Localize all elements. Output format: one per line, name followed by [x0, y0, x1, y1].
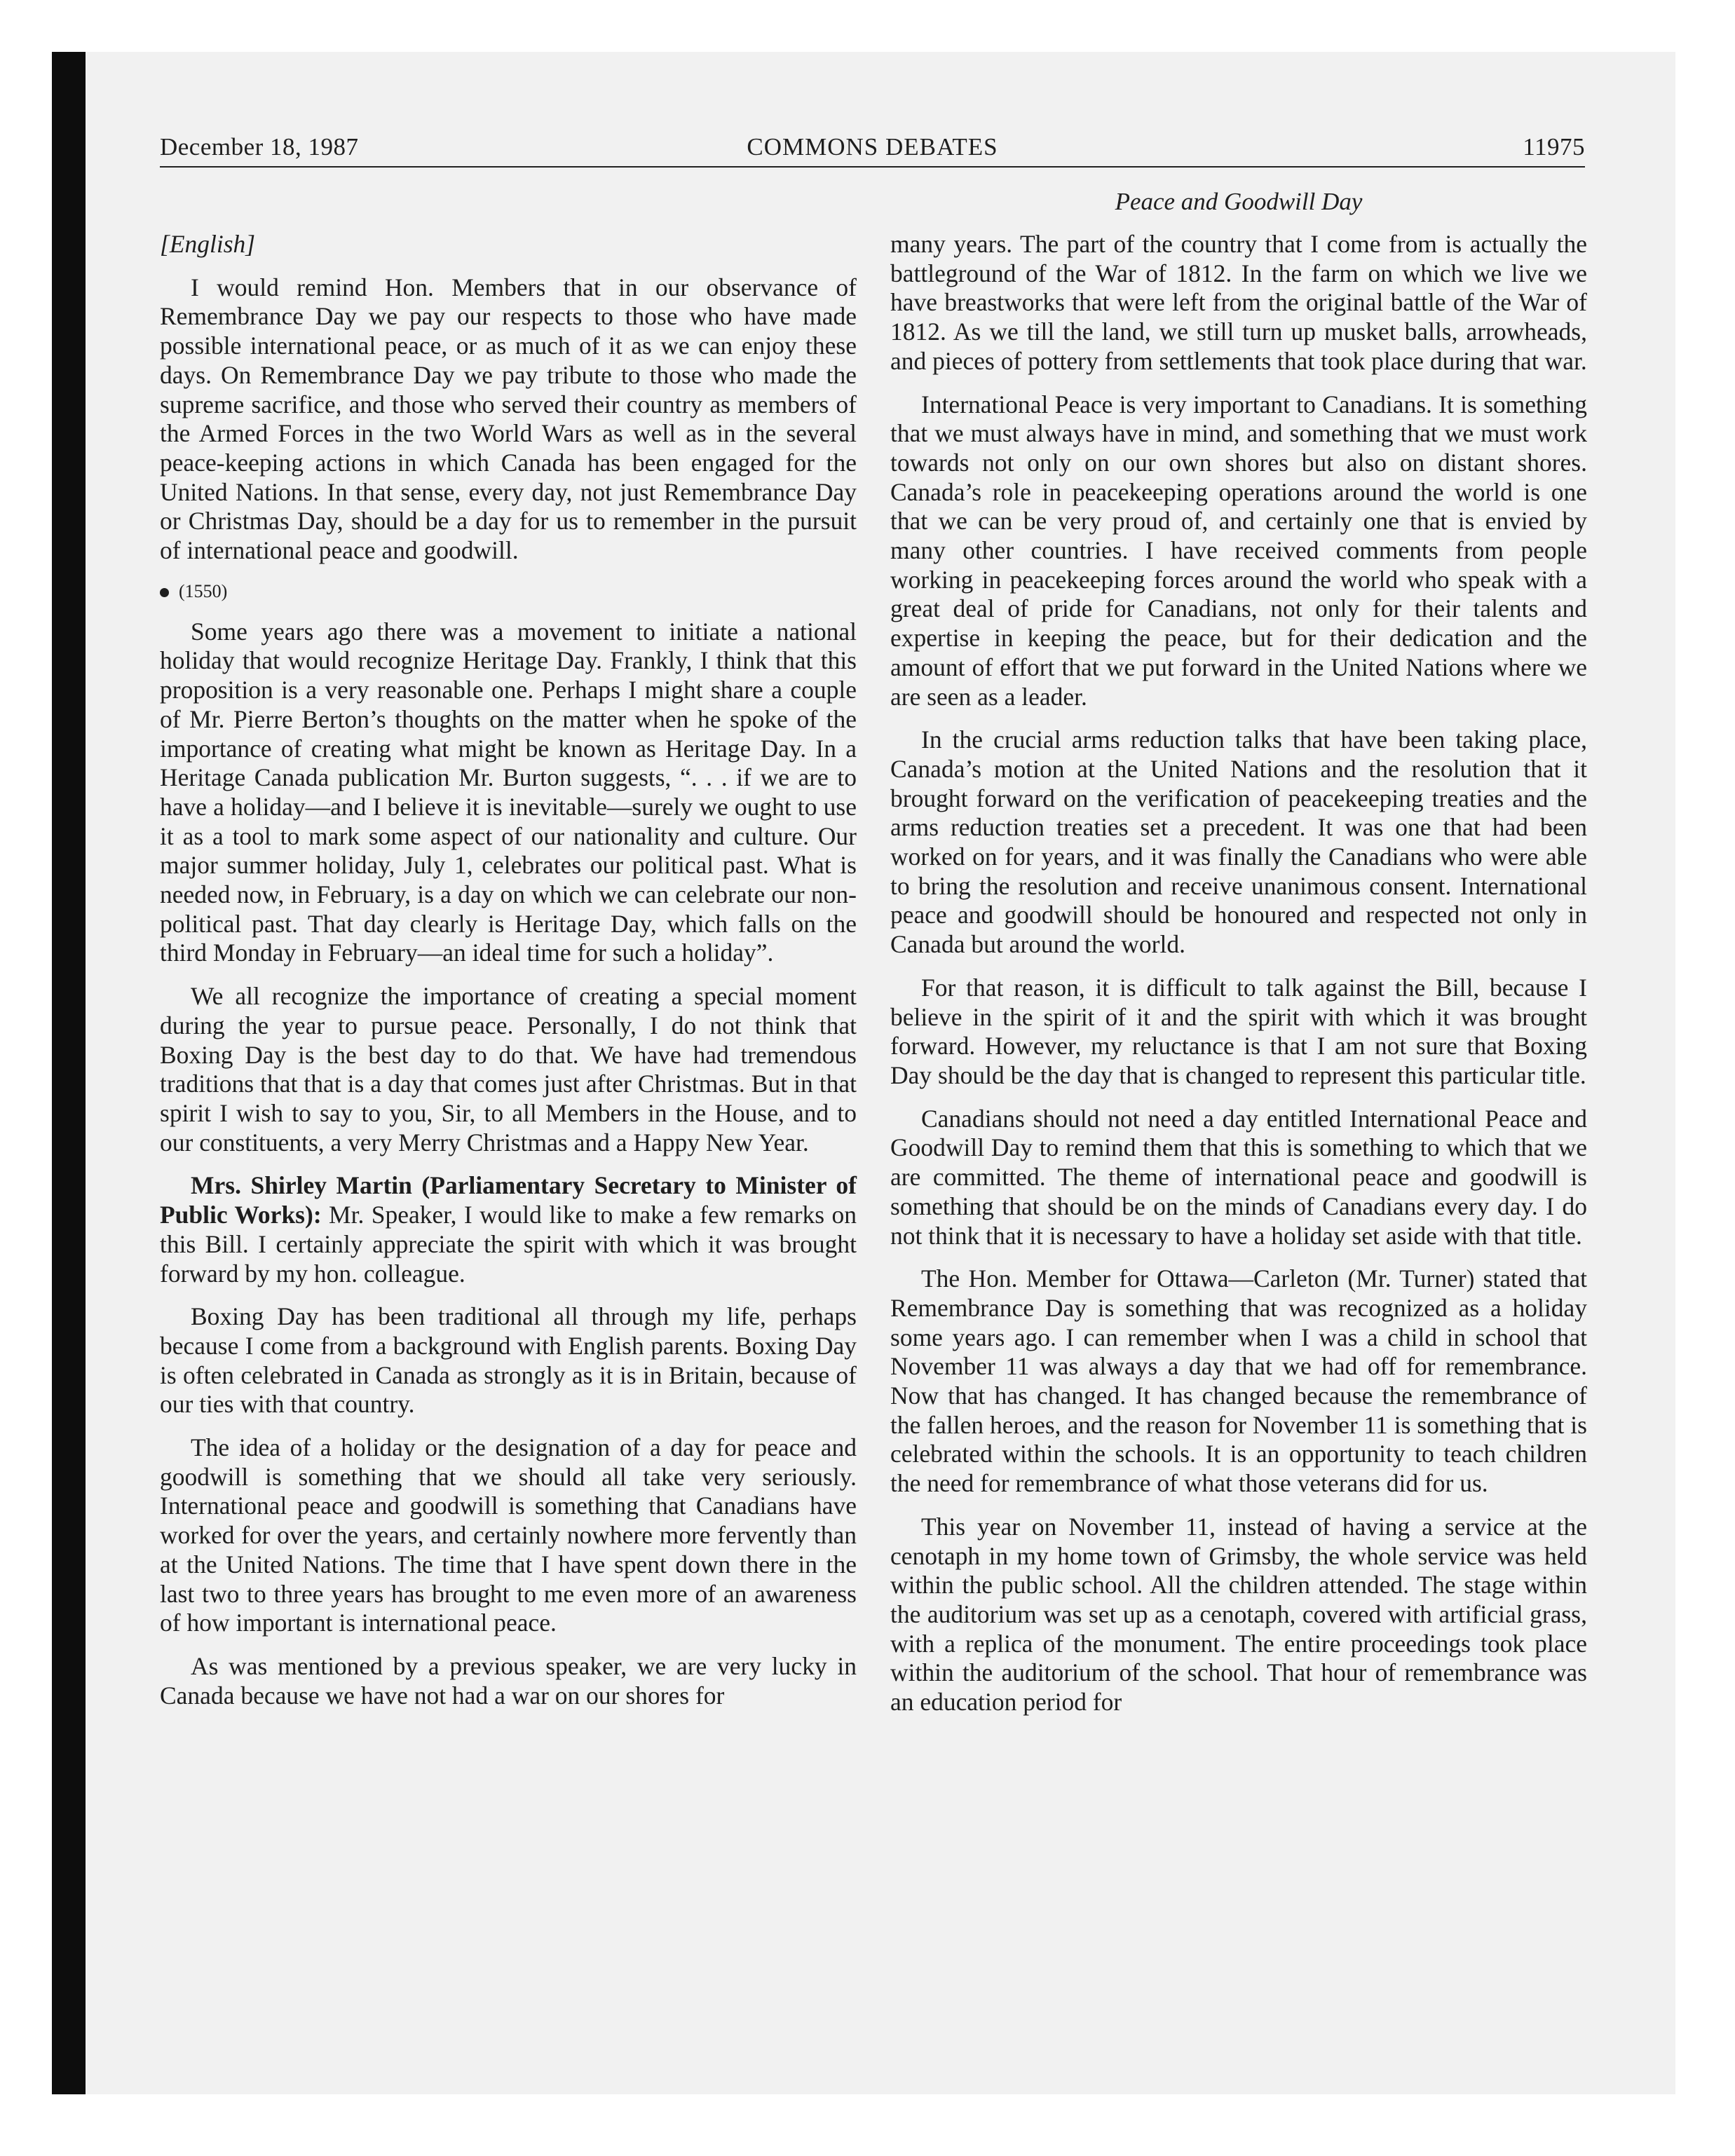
header-date: December 18, 1987 [160, 133, 359, 161]
paragraph: Boxing Day has been traditional all through my life, perhaps because I come from a background with English parents. Boxing Day is often celebrated in Canada as strongly as it is in Britain, because of our ties with that country. [160, 1302, 857, 1419]
paragraph: I would remind Hon. Members that in our observance of Remembrance Day we pay our respects to those who have made possible international peace, or as much of it as we can enjoy these days. On Remembrance Day we pay tribute to those who made the supreme sacrifice, and those who served their country as members of the Armed Forces in the two World Wars as well as in the several peace-keeping actions in which Canada has been engaged for the United Nations. In that sense, every day, not just Remembrance Day or Christmas Day, should be a day for us to remember in the pursuit of international peace and goodwill. [160, 273, 857, 565]
time-marker [160, 580, 857, 603]
header-rule [160, 166, 1585, 168]
time-marker-text: (1550) [179, 580, 228, 601]
language-marker: [English] [160, 230, 256, 258]
running-head: Peace and Goodwill Day [1115, 188, 1363, 215]
paragraph: We all recognize the importance of creating a special moment during the year to pursue peace. Personally, I do not think that Boxing Day is the best day to do that. We have had tremendous traditions that that is a day that comes just after Christmas. But in that spirit I wish to say to you, Sir, to all Members in the House, and to our constituents, a very Merry Christmas and a Happy New Year. [160, 982, 857, 1157]
paragraph: In the crucial arms reduction talks that have been taking place, Canada’s motion at the United Nations and the resolution that it brought forward on the verification of peacekeeping treaties and the arms reduction treaties set a precedent. It was one that had been worked on for years, and it was finally the Canadians who were able to bring the resolution and receive unanimous consent. International peace and goodwill should be honoured and respected not only in Canada but around the world. [890, 725, 1587, 959]
right-column [890, 230, 1587, 1731]
paragraph: The idea of a holiday or the designation of a day for peace and goodwill is something that we should all take very seriously. International peace and goodwill is something that Canadians have worked for over the years, and certainly nowhere more fervently than at the United Nations. The time that I have spent down there in the last two to three years has brought to me even more of an awareness of how important is international peace. [160, 1433, 857, 1637]
speaker-name: Mrs. Shirley Martin (Parliamentary Secretary to Minister of Public Works): [160, 1171, 857, 1229]
paragraph: Canadians should not need a day entitled International Peace and Goodwill Day to remind them that this is something to which that we are committed. The theme of international peace and goodwill is something that should be on the minds of Canadians every day. I do not think that it is necessary to have a holiday set aside with that title. [890, 1104, 1587, 1250]
scan-edge-bar [52, 52, 86, 2094]
paragraph: many years. The part of the country that I come from is actually the battleground of the War of 1812. In the farm on which we live we have breastworks that were left from the original battle of the War of 1812. As we till the land, we still turn up musket balls, arrowheads, and pieces of pottery from settlements that took place during that war. [890, 230, 1587, 375]
paragraph: The Hon. Member for Ottawa—Carleton (Mr. Turner) stated that Remembrance Day is something that was recognized as a holiday some years ago. I can remember when I was a child in school that November 11 was always a day that we had off for remembrance. Now that has changed. It has changed because the remembrance of the fallen heroes, and the reason for November 11 is something that is celebrated within the schools. It is an opportunity to teach children the need for remembrance of what those veterans did for us. [890, 1264, 1587, 1498]
speech-text: Mr. Speaker, I would like to make a few remarks on this Bill. I certainly appreciate the spirit with which it was brought forward by my hon. colleague. [160, 1201, 857, 1288]
bullet-icon [160, 588, 169, 597]
paragraph: Some years ago there was a movement to initiate a national holiday that would recognize Heritage Day. Frankly, I think that this proposition is a very reasonable one. Perhaps I might share a couple of Mr. Pierre Berton’s thoughts on the matter when he spoke of the importance of creating what might be known as Heritage Day. In a Heritage Canada publication Mr. Burton suggests, “. . . if we are to have a holiday—and I believe it is inevitable—surely we ought to use it as a tool to mark some aspect of our nationality and culture. Our major summer holiday, July 1, celebrates our political past. What is needed now, in February, is a day on which we can celebrate our non-political past. That day clearly is Heritage Day, which falls on the third Monday in February—an ideal time for such a holiday”. [160, 617, 857, 967]
paragraph [160, 1171, 857, 1288]
header-page-number: 11975 [1523, 133, 1585, 161]
paragraph: This year on November 11, instead of having a service at the cenotaph in my home town of Grimsby, the whole service was held within the public school. All the children attended. The stage within the auditorium was set up as a cenotaph, covered with artificial grass, with a replica of the monument. The entire proceedings took place within the auditorium of the school. That hour of remembrance was an education period for [890, 1512, 1587, 1717]
paragraph: For that reason, it is difficult to talk against the Bill, because I believe in the spirit of it and the spirit with which it was brought forward. However, my reluctance is that I am not sure that Boxing Day should be the day that is changed to represent this particular title. [890, 973, 1587, 1089]
page-header [160, 133, 1585, 164]
left-column [160, 230, 857, 1724]
paragraph: International Peace is very important to Canadians. It is something that we must always have in mind, and something that we must work towards not only on our own shores but also on distant shores. Canada’s role in peacekeeping operations around the world is one that we can be very proud of, and certainly one that is envied by many other countries. I have received comments from people working in peacekeeping forces around the world who speak with a great deal of pride for Canadians, not only for their talents and expertise in keeping the peace, but for their dedication and the amount of effort that we put forward in the United Nations where we are seen as a leader. [890, 390, 1587, 711]
paragraph: As was mentioned by a previous speaker, we are very lucky in Canada because we have not had a war on our shores for [160, 1651, 857, 1710]
header-publication: COMMONS DEBATES [747, 133, 998, 161]
